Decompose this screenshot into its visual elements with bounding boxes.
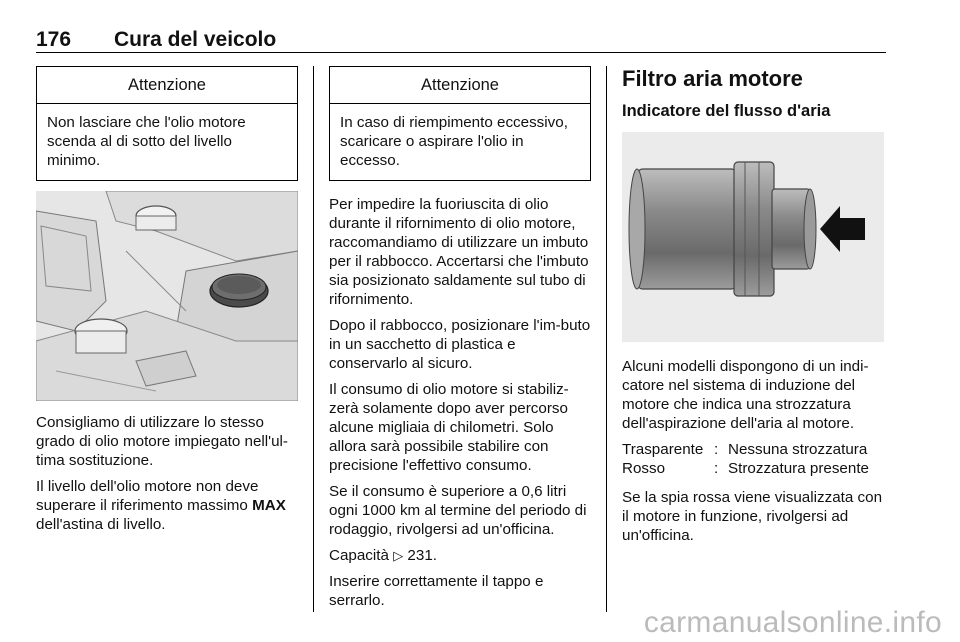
engine-bay-drawing — [36, 191, 298, 401]
section-title: Cura del veicolo — [114, 28, 277, 51]
column-3 — [622, 66, 890, 552]
capacity-page-ref: 231. — [407, 547, 437, 564]
page-number: 176 — [36, 28, 72, 51]
paragraph-red-indicator: Se la spia rossa viene visualizzata con il motore in funzione, rivolgersi ad un'officina. — [622, 489, 883, 544]
subheading-airflow-indicator: Indicatore del flusso d'aria — [622, 102, 831, 120]
status-row — [622, 459, 890, 478]
indicator-status-table — [622, 440, 890, 478]
warning-box-oil-level — [36, 66, 298, 181]
status-separator: : — [714, 441, 719, 458]
paragraph-oil-max: Il livello dell'olio motore non deve superare il riferimento massimo MAX dell'astina di livello. — [36, 478, 286, 533]
status-color: Trasparente — [622, 441, 704, 458]
column-divider-1 — [313, 66, 314, 612]
paragraph-consumption-limit: Se il consumo è superiore a 0,6 litri ogni 1000 km al termine del periodo di rodaggio, rivolgersi ad un'officina. — [329, 483, 587, 538]
paragraph-indicator-description: Alcuni modelli dispongono di un indi-catore nel sistema di induzione del motore che indica una strozzatura dell'aspirazione dell'aria al motore. — [622, 358, 869, 432]
warning-text: In caso di riempimento eccessivo, scaricare o aspirare l'olio in eccesso. — [340, 114, 568, 169]
paragraph-cap: Inserire correttamente il tappo e serrarlo. — [329, 573, 544, 609]
paragraph-capacity — [329, 546, 591, 565]
airflow-indicator-drawing — [622, 132, 884, 342]
status-meaning: Nessuna strozzatura — [728, 441, 868, 458]
paragraph-funnel: Per impedire la fuoriuscita di olio durante il rifornimento di olio motore, raccomandiamo di utilizzare un imbuto per il rabbocco. Accertarsi che l'imbuto sia posizionato saldamente sul tubo di rifornimento. — [329, 196, 589, 308]
warning-title: Attenzione — [37, 67, 297, 104]
status-separator: : — [714, 460, 719, 477]
status-color: Rosso — [622, 460, 666, 477]
capacity-label: Capacità — [329, 547, 389, 564]
warning-box-overfill — [329, 66, 591, 181]
status-meaning: Strozzatura presente — [728, 460, 869, 477]
page-reference-icon: ▷ — [393, 548, 404, 563]
warning-title: Attenzione — [330, 67, 590, 104]
page-header — [36, 22, 886, 53]
column-1 — [36, 66, 298, 541]
column-divider-2 — [606, 66, 607, 612]
status-row — [622, 440, 890, 459]
heading-air-filter: Filtro aria motore — [622, 66, 803, 91]
airflow-indicator-illustration — [622, 132, 884, 342]
watermark-url: carmanualsonline.info — [643, 606, 942, 639]
engine-bay-illustration — [36, 191, 298, 401]
warning-text: Non lasciare che l'olio motore scenda al di sotto del livello minimo. — [47, 114, 246, 169]
max-label: MAX — [252, 497, 286, 514]
paragraph-oil-grade: Consigliamo di utilizzare lo stesso grado di olio motore impiegato nell'ul-tima sostituzione. — [36, 414, 288, 469]
column-2 — [329, 66, 591, 617]
paragraph-after-refill: Dopo il rabbocco, posizionare l'im-buto in un sacchetto di plastica e conservarlo al sicuro. — [329, 317, 591, 372]
paragraph-consumption: Il consumo di olio motore si stabiliz-zerà solamente dopo aver percorso alcune migliaia di chilometri. Solo allora sarà possibile stabilire con precisione l'effettivo consumo. — [329, 381, 569, 474]
